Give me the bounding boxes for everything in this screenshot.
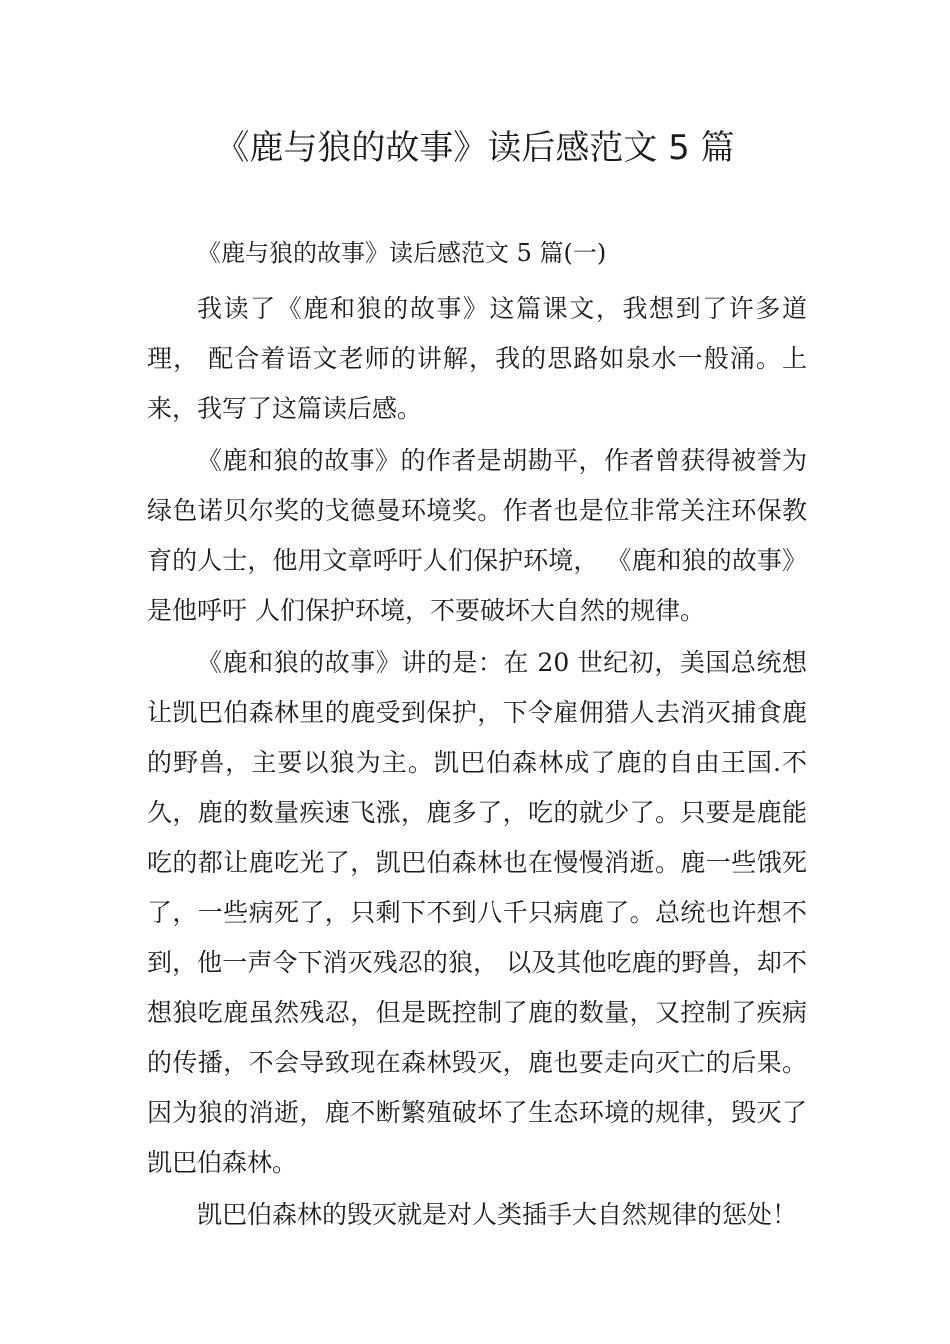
- paragraph-1: 我读了《鹿和狼的故事》这篇课文，我想到了许多道理， 配合着语文老师的讲解，我的思路如泉水一般涌。上来，我写了这篇读后感。: [147, 294, 807, 423]
- section-heading: 《鹿与狼的故事》读后感范文 5 篇(一): [197, 239, 607, 267]
- document-body: [147, 228, 807, 1242]
- paragraph-4: 凯巴伯森林的毁灭就是对人类插手大自然规律的惩处！: [197, 1200, 798, 1229]
- document-title: 《鹿与狼的故事》读后感范文 5 篇: [215, 128, 735, 168]
- paragraph-3: 《鹿和狼的故事》讲的是：在 20 世纪初，美国总统想让凯巴伯森林里的鹿受到保护，下令雇佣猎人去消灭捕食鹿的野兽，主要以狼为主。凯巴伯森林成了鹿的自由王国.不久，鹿的数量疾速飞涨，鹿多了，吃的就少了。只要是鹿能吃的都让鹿吃光了，凯巴伯森林也在慢慢消逝。鹿一些饿死了，一些病死了，只剩下不到八千只病鹿了。总统也许想不到，他一声令下消灭残忍的狼， 以及其他吃鹿的野兽，却不想狼吃鹿虽然残忍，但是既控制了鹿的数量，又控制了疾病的传播，不会导致现在森林毁灭，鹿也要走向灭亡的后果。因为狼的消逝，鹿不断繁殖破坏了生态环境的规律，毁灭了凯巴伯森林。: [147, 648, 807, 1177]
- paragraph-2: 《鹿和狼的故事》的作者是胡勘平，作者曾获得被誉为绿色诺贝尔奖的戈德曼环境奖。作者也是位非常关注环保教育的人士，他用文章呼吁人们保护环境， 《鹿和狼的故事》是他呼吁 人们保护环境，不要破坏大自然的规律。: [147, 446, 807, 625]
